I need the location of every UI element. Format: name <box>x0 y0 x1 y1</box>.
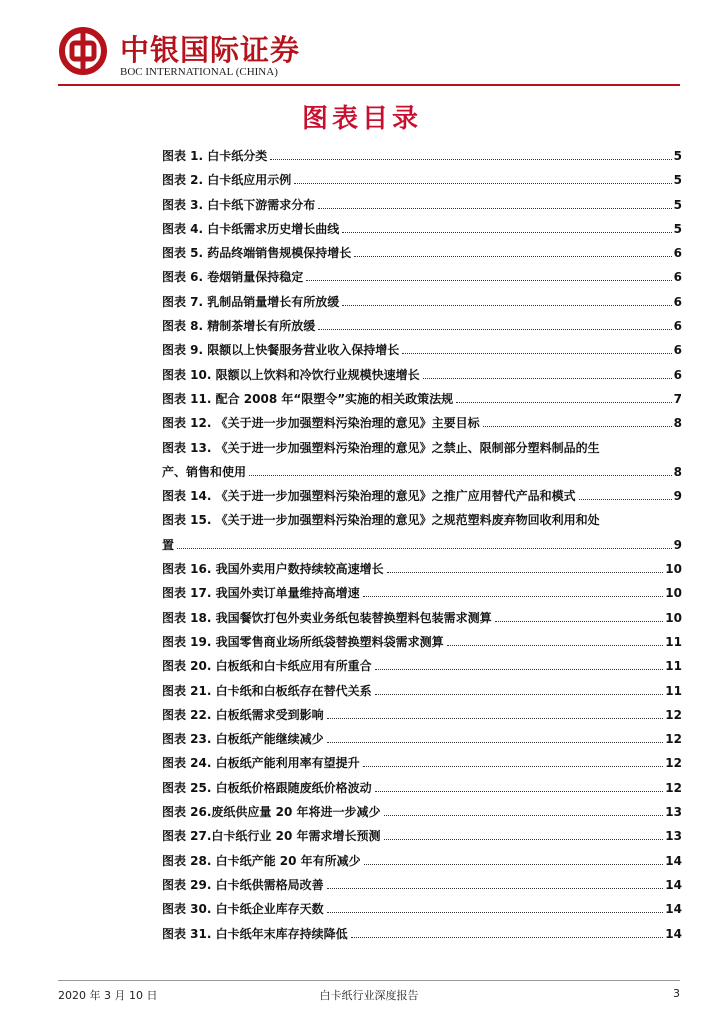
toc-entry-page: 8 <box>673 416 682 431</box>
page-title: 图表目录 <box>301 104 422 134</box>
toc-entry-label: 图表 20. 白板纸和白卡纸应用有所重合 <box>162 659 372 674</box>
dot-leader <box>363 766 664 767</box>
dot-leader <box>447 645 664 646</box>
toc-entry-label: 图表 3. 白卡纸下游需求分布 <box>162 197 316 212</box>
toc-entry-page: 14 <box>665 902 682 917</box>
toc-entry-page: 7 <box>673 391 682 406</box>
toc-entry-label: 图表 28. 白卡纸产能 20 年有所减少 <box>162 853 361 868</box>
toc-entry[interactable] <box>162 727 682 751</box>
toc-entry[interactable] <box>162 654 682 678</box>
toc-entry-label: 图表 18. 我国餐饮打包外卖业务纸包装替换塑料包装需求测算 <box>162 610 492 625</box>
brand-name-cn: 中银国际证券 <box>120 33 301 67</box>
footer-report-title: 白卡纸行业深度报告 <box>319 989 419 1002</box>
toc-entry-label: 图表 6. 卷烟销量保持稳定 <box>162 270 304 285</box>
toc-entry[interactable] <box>162 703 682 727</box>
header <box>58 20 680 84</box>
table-of-figures <box>162 144 682 946</box>
toc-entry-page: 9 <box>673 537 682 552</box>
boc-logo-icon <box>58 26 108 76</box>
toc-entry[interactable] <box>162 922 682 946</box>
toc-entry-label: 图表 10. 限额以上饮料和冷饮行业规模快速增长 <box>162 367 420 382</box>
dot-leader <box>402 353 671 354</box>
toc-entry-label: 图表 14. 《关于进一步加强塑料污染治理的意见》之推广应用替代产品和模式 <box>162 489 576 504</box>
toc-entry[interactable] <box>162 290 682 314</box>
dot-leader <box>354 256 671 257</box>
toc-entry-page: 5 <box>673 173 682 188</box>
toc-entry-label: 图表 8. 精制茶增长有所放缓 <box>162 319 316 334</box>
toc-entry-label: 图表 12. 《关于进一步加强塑料污染治理的意见》主要目标 <box>162 416 480 431</box>
toc-entry-label: 图表 22. 白板纸需求受到影响 <box>162 707 324 722</box>
toc-entry[interactable] <box>162 581 682 605</box>
dot-leader <box>384 839 664 840</box>
toc-entry-page: 6 <box>673 343 682 358</box>
dot-leader <box>483 426 672 427</box>
toc-entry-page: 13 <box>665 829 682 844</box>
toc-entry-page: 12 <box>665 707 682 722</box>
dot-leader <box>342 305 671 306</box>
toc-entry[interactable] <box>162 557 682 581</box>
toc-entry[interactable] <box>162 776 682 800</box>
toc-entry-label: 图表 30. 白卡纸企业库存天数 <box>162 902 324 917</box>
dot-leader <box>318 208 671 209</box>
toc-entry[interactable] <box>162 897 682 921</box>
toc-entry[interactable] <box>162 314 682 338</box>
toc-entry-page: 5 <box>673 149 682 163</box>
footer-date: 2020 年 3 月 10 日 <box>58 989 158 1002</box>
dot-leader <box>327 912 664 913</box>
dot-leader <box>579 499 672 500</box>
toc-entry[interactable] <box>162 508 682 557</box>
dot-leader <box>495 621 664 622</box>
footer <box>58 980 680 1007</box>
toc-entry-page: 8 <box>673 464 682 479</box>
dot-leader <box>327 742 664 743</box>
toc-entry-page: 14 <box>665 877 682 892</box>
toc-entry[interactable] <box>162 679 682 703</box>
toc-entry-label: 图表 16. 我国外卖用户数持续较高速增长 <box>162 562 384 577</box>
toc-entry[interactable] <box>162 338 682 362</box>
toc-entry-label: 图表 31. 白卡纸年末库存持续降低 <box>162 926 348 941</box>
toc-entry-page: 6 <box>673 319 682 334</box>
dot-leader <box>351 937 664 938</box>
toc-entry-label: 图表 4. 白卡纸需求历史增长曲线 <box>162 221 340 236</box>
toc-entry-page: 6 <box>673 367 682 382</box>
toc-entry-label: 图表 7. 乳制品销量增长有所放缓 <box>162 294 340 309</box>
toc-entry-label-continued: 产、销售和使用 <box>162 464 247 479</box>
dot-leader <box>327 888 664 889</box>
toc-entry-page: 12 <box>665 780 682 795</box>
toc-entry-label: 图表 24. 白板纸产能利用率有望提升 <box>162 756 360 771</box>
toc-entry-page: 12 <box>665 756 682 771</box>
dot-leader <box>318 329 671 330</box>
dot-leader <box>375 791 664 792</box>
toc-entry-page: 9 <box>673 489 682 504</box>
toc-entry[interactable] <box>162 606 682 630</box>
toc-entry[interactable] <box>162 873 682 897</box>
toc-entry-label: 图表 11. 配合 2008 年“限塑令”实施的相关政策法规 <box>162 391 454 406</box>
toc-entry-label: 图表 5. 药品终端销售规模保持增长 <box>162 246 352 261</box>
toc-entry[interactable] <box>162 193 682 217</box>
toc-entry-label: 图表 26.废纸供应量 20 年将进一步减少 <box>162 805 381 820</box>
toc-entry[interactable] <box>162 168 682 192</box>
toc-entry-label: 图表 21. 白卡纸和白板纸存在替代关系 <box>162 683 372 698</box>
toc-entry[interactable] <box>162 265 682 289</box>
toc-entry-label-continued: 置 <box>162 537 175 552</box>
toc-entry[interactable] <box>162 484 682 508</box>
toc-entry-label: 图表 13. 《关于进一步加强塑料污染治理的意见》之禁止、限制部分塑料制品的生 <box>162 440 600 455</box>
dot-leader <box>327 718 664 719</box>
toc-entry-label: 图表 27.白卡纸行业 20 年需求增长预测 <box>162 829 381 844</box>
toc-entry[interactable] <box>162 387 682 411</box>
toc-entry-label: 图表 19. 我国零售商业场所纸袋替换塑料袋需求测算 <box>162 634 444 649</box>
toc-entry-page: 11 <box>665 683 682 698</box>
dot-leader <box>177 548 672 549</box>
toc-entry-page: 10 <box>665 562 682 577</box>
toc-entry-page: 5 <box>673 197 682 212</box>
dot-leader <box>270 159 671 160</box>
toc-entry[interactable] <box>162 630 682 654</box>
toc-entry-page: 6 <box>673 294 682 309</box>
toc-entry-page: 11 <box>665 659 682 674</box>
toc-entry-label: 图表 17. 我国外卖订单量维持高增速 <box>162 586 360 601</box>
toc-entry-page: 11 <box>665 634 682 649</box>
toc-entry[interactable] <box>162 800 682 824</box>
toc-entry[interactable] <box>162 241 682 265</box>
toc-entry-page: 5 <box>673 221 682 236</box>
toc-entry-page: 14 <box>665 853 682 868</box>
footer-page-number: 3 <box>673 987 680 1000</box>
toc-entry-page: 10 <box>665 610 682 625</box>
dot-leader <box>342 232 671 233</box>
dot-leader <box>384 815 664 816</box>
toc-entry[interactable] <box>162 411 682 435</box>
toc-entry-page: 13 <box>665 805 682 820</box>
toc-entry-label: 图表 23. 白板纸产能继续减少 <box>162 732 324 747</box>
dot-leader <box>387 572 664 573</box>
brand-name-en: BOC INTERNATIONAL (CHINA) <box>120 66 278 78</box>
dot-leader <box>375 669 664 670</box>
toc-entry-label: 图表 2. 白卡纸应用示例 <box>162 173 292 188</box>
dot-leader <box>306 280 671 281</box>
dot-leader <box>249 475 672 476</box>
toc-entry-label: 图表 15. 《关于进一步加强塑料污染治理的意见》之规范塑料废弃物回收利用和处 <box>162 513 600 528</box>
toc-entry[interactable] <box>162 849 682 873</box>
toc-entry[interactable] <box>162 217 682 241</box>
toc-entry-label: 图表 9. 限额以上快餐服务营业收入保持增长 <box>162 343 400 358</box>
toc-entry-page: 6 <box>673 246 682 261</box>
dot-leader <box>423 378 672 379</box>
toc-entry[interactable] <box>162 751 682 775</box>
toc-entry[interactable] <box>162 363 682 387</box>
dot-leader <box>375 694 664 695</box>
toc-entry[interactable] <box>162 436 682 485</box>
dot-leader <box>364 864 664 865</box>
toc-entry-page: 6 <box>673 270 682 285</box>
toc-entry-label: 图表 1. 白卡纸分类 <box>162 149 268 163</box>
toc-entry-page: 14 <box>665 926 682 941</box>
toc-entry[interactable] <box>162 824 682 848</box>
dot-leader <box>294 183 671 184</box>
toc-entry-page: 10 <box>665 586 682 601</box>
dot-leader <box>456 402 671 403</box>
header-rule <box>58 84 680 86</box>
dot-leader <box>363 596 664 597</box>
toc-entry-label: 图表 29. 白卡纸供需格局改善 <box>162 877 324 892</box>
toc-entry[interactable] <box>162 144 682 168</box>
toc-entry-label: 图表 25. 白板纸价格跟随废纸价格波动 <box>162 780 372 795</box>
toc-entry-page: 12 <box>665 732 682 747</box>
